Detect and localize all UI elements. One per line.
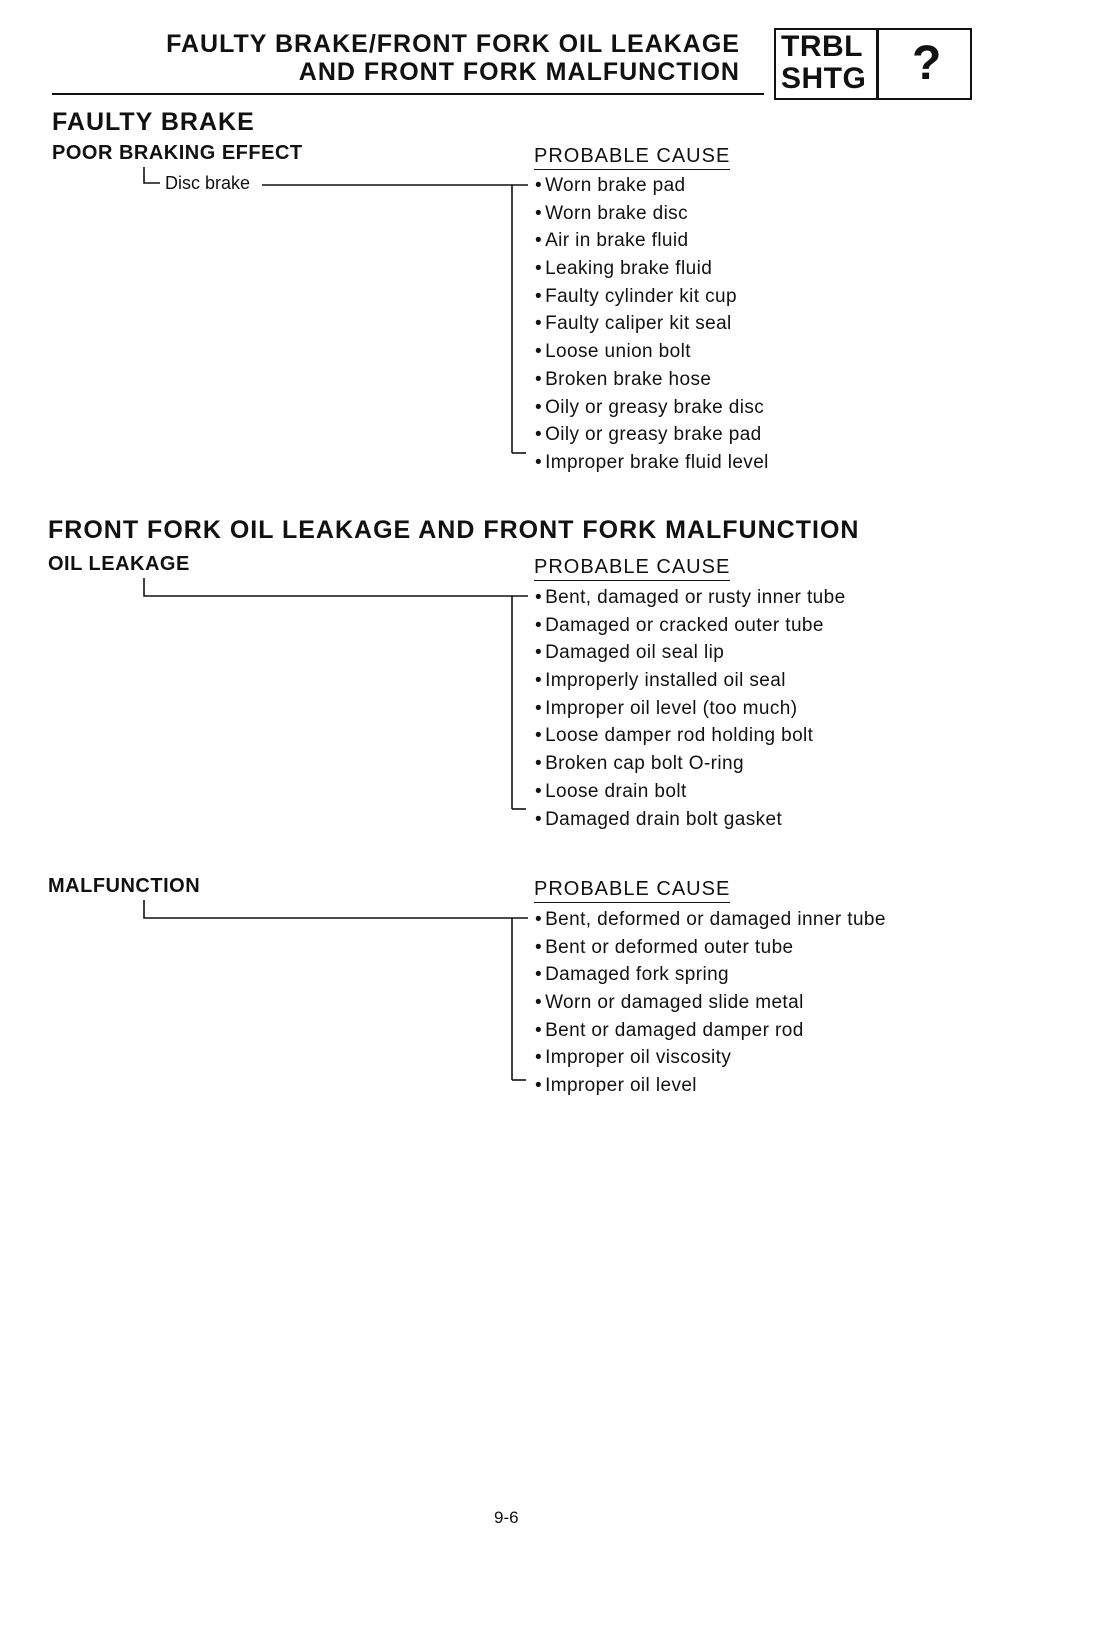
oil-leakage-probable-cause-heading: PROBABLE CAUSE	[534, 556, 730, 581]
page-title-line-2: AND FRONT FORK MALFUNCTION	[298, 58, 740, 86]
disc-brake-branch-line	[144, 167, 160, 183]
section-tag-trbl: TRBL	[781, 30, 863, 63]
oil-leakage-connector-line	[144, 578, 528, 596]
malfunction-probable-cause-heading: PROBABLE CAUSE	[534, 878, 730, 903]
list-item: • Improper oil level	[535, 1072, 886, 1100]
list-item: • Damaged drain bolt gasket	[535, 806, 846, 834]
faulty-brake-title: FAULTY BRAKE	[52, 108, 255, 136]
section-tag-shtg: SHTG	[781, 62, 867, 95]
brake-cause-list	[535, 172, 769, 477]
list-item: • Broken cap bolt O-ring	[535, 750, 846, 778]
list-item: • Damaged fork spring	[535, 961, 886, 989]
list-item: • Loose drain bolt	[535, 778, 846, 806]
list-item: • Damaged oil seal lip	[535, 639, 846, 667]
list-item: • Improper brake fluid level	[535, 449, 769, 477]
malfunction-connector-line	[144, 900, 528, 918]
list-item: • Loose union bolt	[535, 338, 769, 366]
poor-braking-effect-label: POOR BRAKING EFFECT	[52, 142, 303, 164]
brake-probable-cause-heading: PROBABLE CAUSE	[534, 145, 730, 170]
oil-leakage-cause-list	[535, 584, 846, 833]
list-item: • Improper oil level (too much)	[535, 695, 846, 723]
list-item: • Improperly installed oil seal	[535, 667, 846, 695]
disc-brake-label: Disc brake	[165, 173, 251, 193]
list-item: • Worn brake disc	[535, 200, 769, 228]
list-item: • Worn brake pad	[535, 172, 769, 200]
malfunction-cause-list	[535, 906, 886, 1100]
list-item: • Worn or damaged slide metal	[535, 989, 886, 1017]
list-item: • Broken brake hose	[535, 366, 769, 394]
list-item: • Faulty caliper kit seal	[535, 310, 769, 338]
list-item: • Oily or greasy brake pad	[535, 421, 769, 449]
list-item: • Bent or deformed outer tube	[535, 934, 886, 962]
list-item: • Bent, damaged or rusty inner tube	[535, 584, 846, 612]
malfunction-label: MALFUNCTION	[48, 875, 201, 897]
page-title-line-1: FAULTY BRAKE/FRONT FORK OIL LEAKAGE	[166, 30, 740, 58]
list-item: • Oily or greasy brake disc	[535, 394, 769, 422]
list-item: • Loose damper rod holding bolt	[535, 722, 846, 750]
list-item: • Leaking brake fluid	[535, 255, 769, 283]
list-item: • Damaged or cracked outer tube	[535, 612, 846, 640]
list-item: • Bent or damaged damper rod	[535, 1017, 886, 1045]
oil-leakage-label: OIL LEAKAGE	[48, 553, 190, 575]
page-number: 9-6	[494, 1508, 519, 1527]
list-item: • Improper oil viscosity	[535, 1044, 886, 1072]
question-mark-icon: ?	[912, 37, 942, 90]
list-item: • Air in brake fluid	[535, 227, 769, 255]
list-item: • Faulty cylinder kit cup	[535, 283, 769, 311]
front-fork-title: FRONT FORK OIL LEAKAGE AND FRONT FORK MALFUNCTION	[48, 516, 860, 544]
list-item: • Bent, deformed or damaged inner tube	[535, 906, 886, 934]
